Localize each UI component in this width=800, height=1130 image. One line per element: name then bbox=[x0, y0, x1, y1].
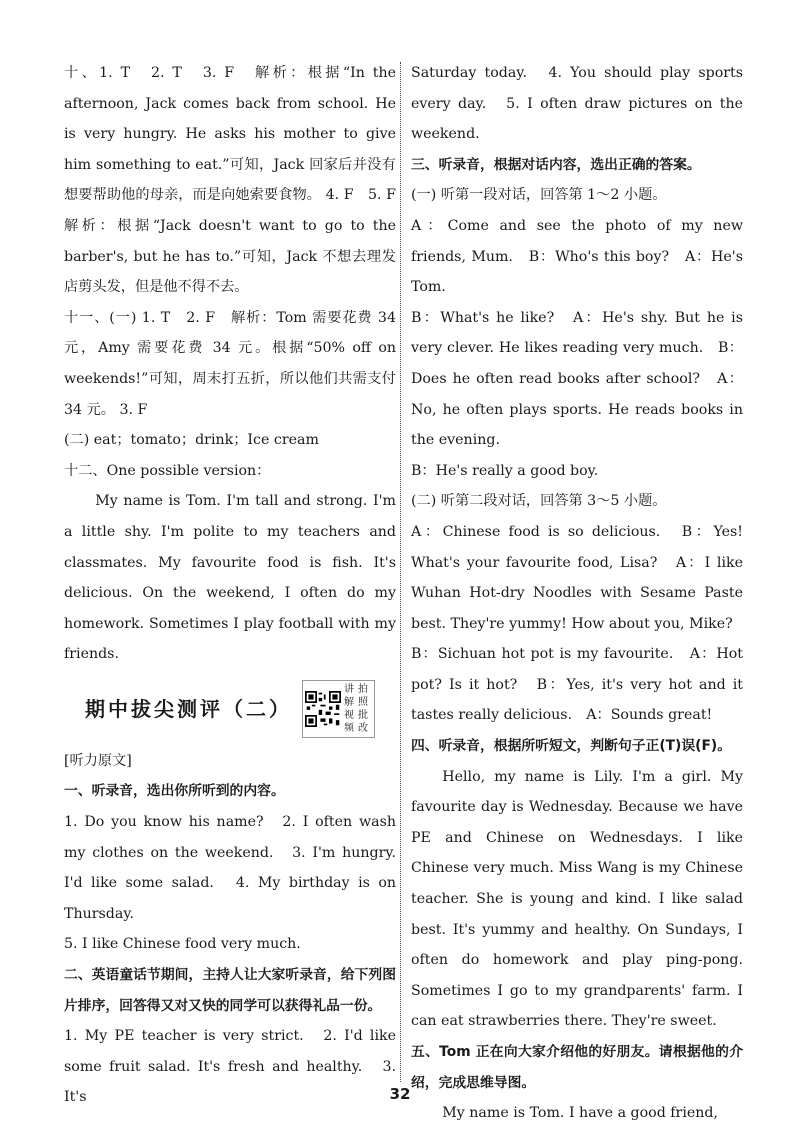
page-number: 32 bbox=[389, 1085, 411, 1103]
column-divider bbox=[400, 62, 401, 1082]
listening-transcript-label: [听力原文] bbox=[64, 752, 132, 769]
part-4-passage: Hello, my name is Lily. I'm a girl. My favourite day is Wednesday. Because we have PE and Chinese on Wednesdays. I like Chinese very much. Miss Wang is my Chinese teacher. She is young and kind. I like salad best. It's yummy and healthy. On Sundays, I often do homework and play ping-pong. Sometimes I go to my grandparents' farm. I can eat strawberries there. They're sweet. bbox=[411, 768, 743, 1030]
qr-code-icon bbox=[305, 691, 341, 727]
part-3-subheading-1: (一) 听第一段对话，回答第 1～2 小题。 bbox=[411, 187, 667, 204]
part-3-heading: 三、听录音，根据对话内容，选出正确的答案。 bbox=[411, 156, 701, 173]
sample-essay: My name is Tom. I'm tall and strong. I'm a little shy. I'm polite to my teachers and classmates. My favourite food is fish. It's delicious. On the weekend, I often do my homework. Sometimes I play football with my friends. bbox=[64, 493, 396, 663]
dialogue-2-line-b: B：Sichuan hot pot is my favourite. A：Hot pot? Is it hot? B：Yes, it's very hot and it tastes really delicious. A：Sounds great! bbox=[411, 646, 743, 724]
answer-section-10: 十、1. T 2. T 3. F 解析：根据“In the afternoon, Jack comes back from school. He is very hungry. He asks his mother to give him something to eat.”可知，Jack 回家后并没有想要帮助他的母亲，而是向她索要食物。 4. F 5. F 解析：根据“Jack doesn't want to go to the barber's, but he has to.”可知，Jack 不想去理发店剪头发，但是他不得不去。 bbox=[64, 65, 411, 296]
answer-section-11-part2: (二) eat；tomato；drink；Ice cream bbox=[64, 432, 319, 449]
part-1-heading: 一、听录音，选出你所听到的内容。 bbox=[64, 783, 285, 800]
dialogue-1-line-b: B：What's he like? A：He's shy. But he is very clever. He likes reading very much. B：Does he often read books after school? A：No, he often plays sports. He reads books in the evening. bbox=[411, 309, 743, 449]
part-3-subheading-2: (二) 听第二段对话，回答第 3～5 小题。 bbox=[411, 493, 667, 510]
qr-code-badge[interactable] bbox=[302, 680, 375, 738]
section-title: 期中拔尖测评（二） bbox=[85, 696, 292, 721]
dialogue-1-line-c: B：He's really a good boy. bbox=[411, 462, 599, 479]
section-title-row bbox=[64, 672, 396, 746]
qr-code-caption: 讲 拍 解 照 视 批 频 改 bbox=[344, 683, 368, 734]
answer-section-12-label: 十二、One possible version： bbox=[64, 462, 271, 479]
part-4-heading: 四、听录音，根据所听短文，判断句子正(T)误(F)。 bbox=[411, 738, 731, 755]
part-5-passage: My name is Tom. I have a good friend, bbox=[442, 1105, 718, 1122]
part-5-heading: 五、Tom 正在向大家介绍他的好朋友。请根据他的介绍，完成思维导图。 bbox=[411, 1044, 743, 1091]
part-1-item-5: 5. I like Chinese food very much. bbox=[64, 936, 301, 953]
answer-section-11-part1: 十一、(一) 1. T 2. F 解析：Tom 需要花费 34 元，Amy 需要花费 34 元。根据“50% off on weekends!”可知，周末打五折，所以他们共需支付 34 元。 3. F bbox=[64, 309, 396, 418]
part-2-items: 1. My PE teacher is very strict. 2. I'd like some fruit salad. It's fresh and healthy. 3. It's bbox=[64, 1028, 396, 1106]
right-column bbox=[411, 58, 743, 1129]
part-2-items-continued: Saturday today. 4. You should play sports every day. 5. I often draw pictures on the weekend. bbox=[411, 65, 743, 143]
dialogue-2-line-a: A：Chinese food is so delicious. B：Yes! What's your favourite food, Lisa? A：I like Wuhan Hot-dry Noodles with Sesame Paste best. They're yummy! How about you, Mike? bbox=[411, 523, 743, 632]
part-1-items: 1. Do you know his name? 2. I often wash my clothes on the weekend. 3. I'm hungry. I'd like some salad. 4. My birthday is on Thursday. bbox=[64, 814, 396, 922]
part-2-heading: 二、英语童话节期间，主持人让大家听录音，给下列图片排序，回答得又对又快的同学可以获得礼品一份。 bbox=[64, 967, 396, 1014]
dialogue-1-line-a: A：Come and see the photo of my new friends, Mum. B：Who's this boy? A：He's Tom. bbox=[411, 217, 743, 296]
